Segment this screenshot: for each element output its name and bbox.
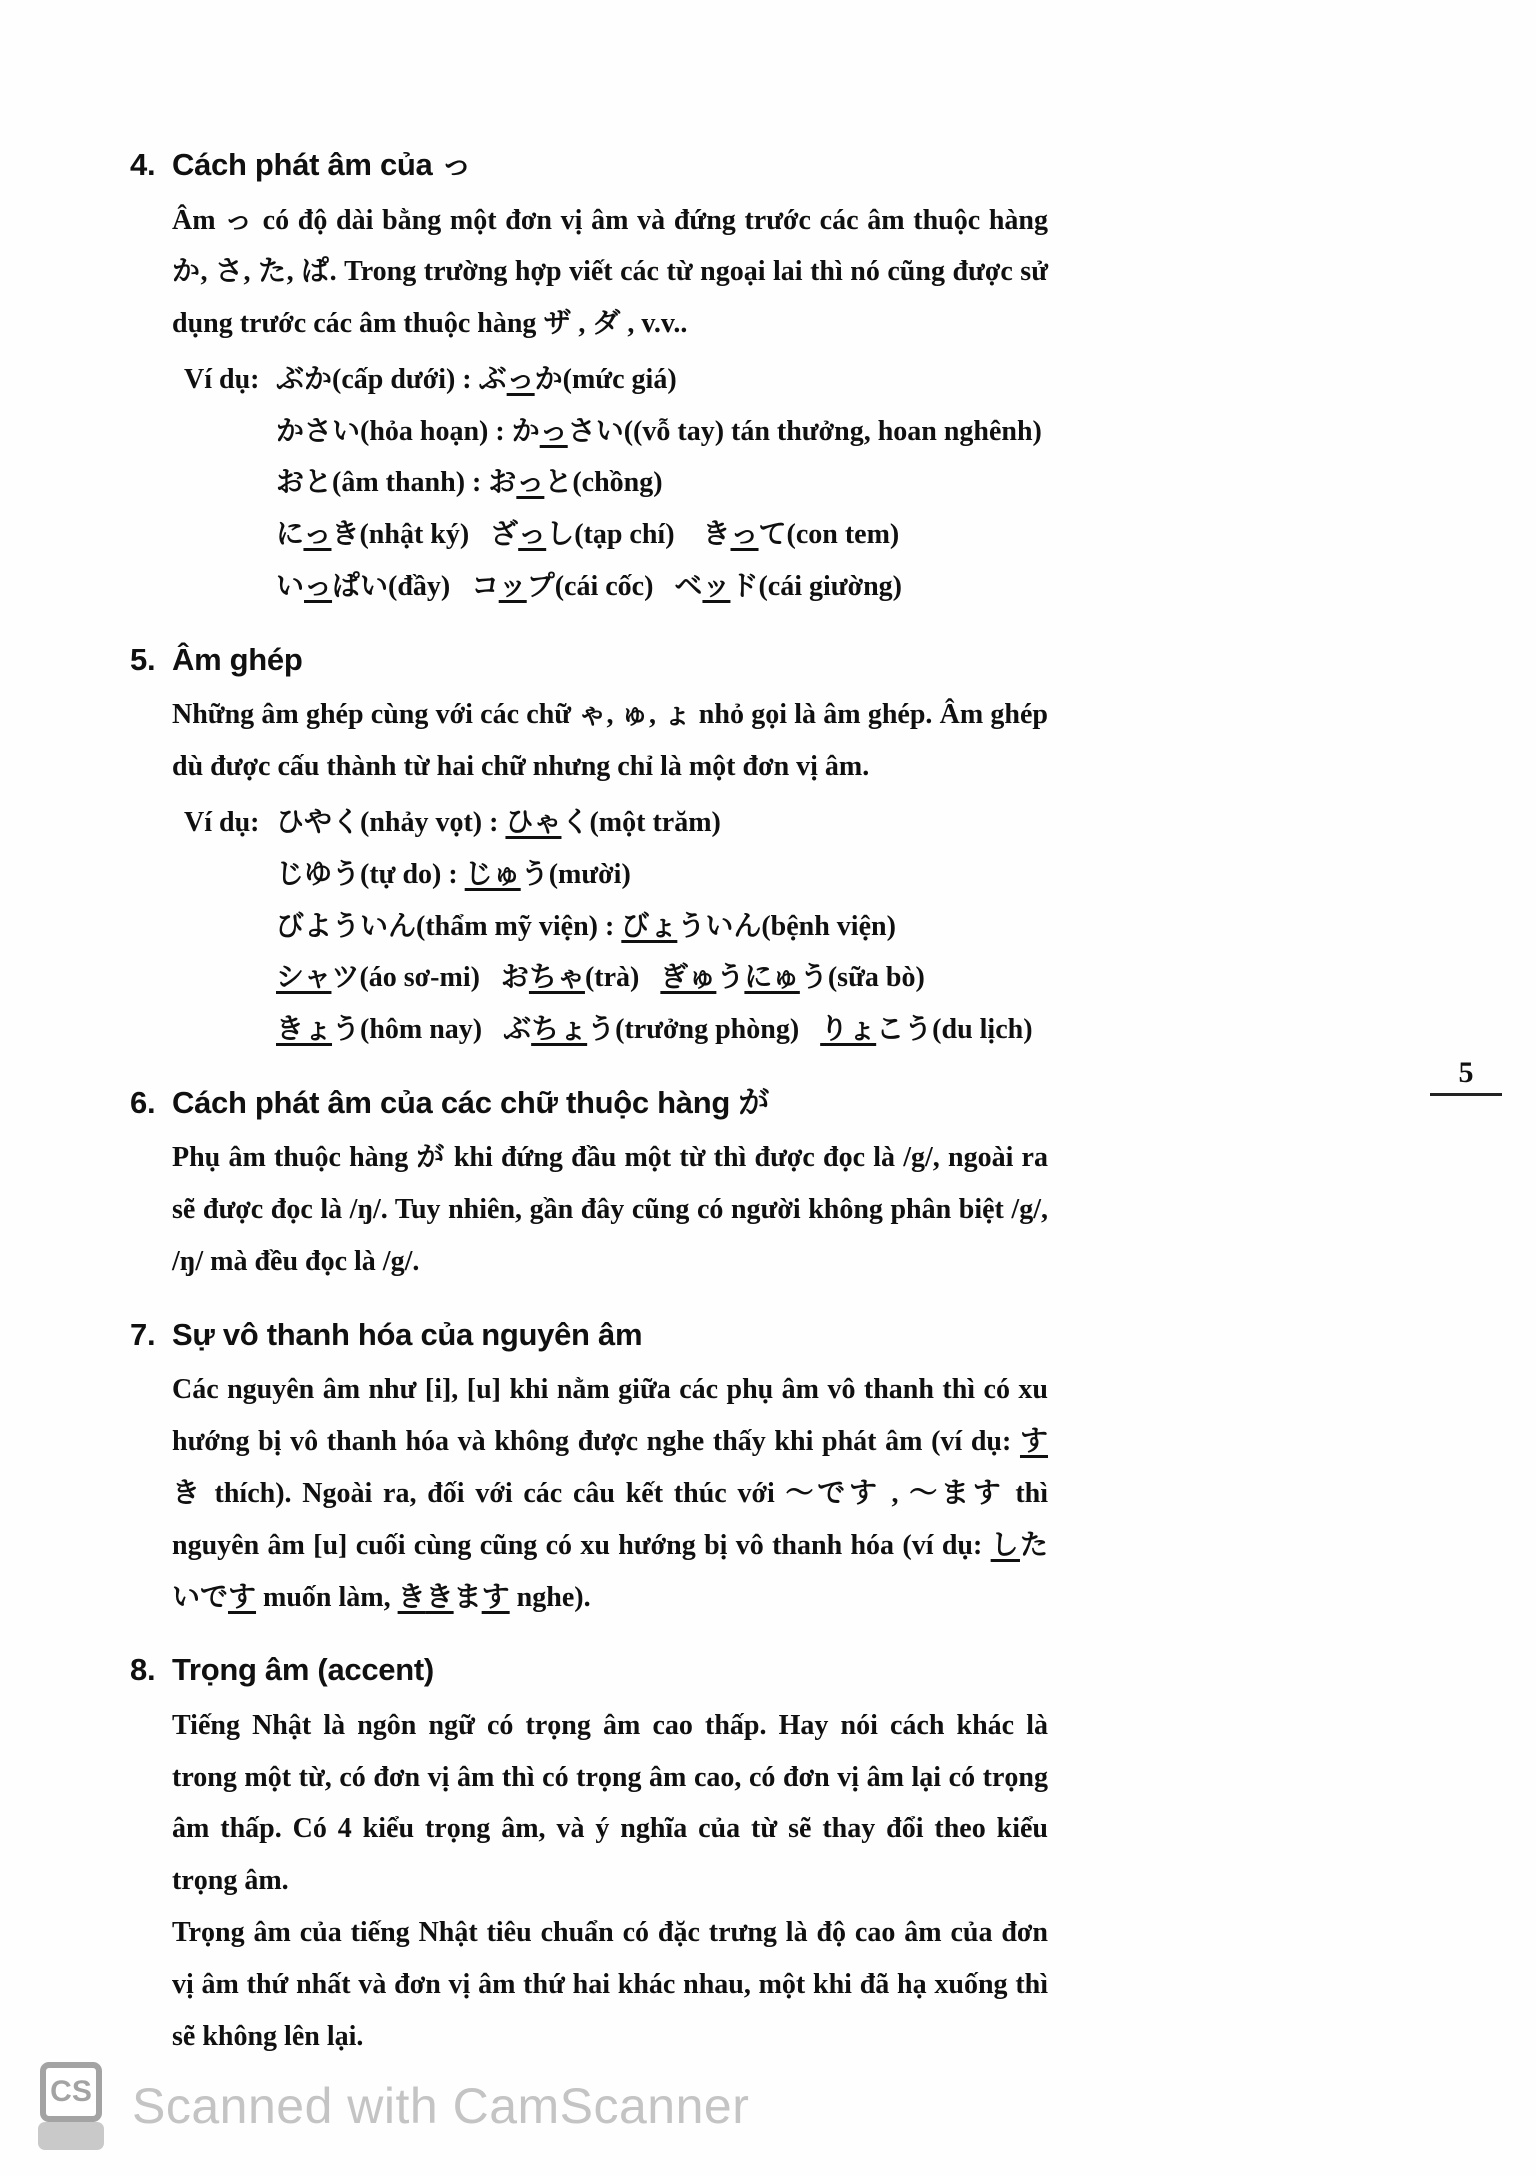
section-number: 6. — [130, 1084, 156, 1120]
example-line: にっき(nhật ký) ざっし(tạp chí) きって(con tem) — [276, 519, 900, 551]
example-line: おと(âm thanh) : おっと(chồng) — [276, 467, 663, 499]
camscanner-watermark — [38, 2062, 749, 2150]
section-5 — [130, 637, 1048, 1056]
section-title: Trọng âm (accent) — [172, 1652, 434, 1688]
section-number: 8. — [130, 1652, 156, 1688]
example-line: いっぱい(đầy) コップ(cái cốc) ベッド(cái giường) — [276, 571, 902, 603]
section-title: Sự vô thanh hóa của nguyên âm — [172, 1316, 643, 1352]
section-6-paragraph: Phụ âm thuộc hàng が khi đứng đầu một từ thì được đọc là /g/, ngoài ra sẽ được đọc là /ŋ/. Tuy nhiên, gần đây cũng có người không phân biệt /g/, /ŋ/ mà đều đọc là /g/. — [172, 1142, 1048, 1278]
camscanner-text: Scanned with CamScanner — [132, 2078, 750, 2134]
example-line: ぶか(cấp dưới) : ぶっか(mức giá) — [276, 363, 677, 395]
section-5-examples — [184, 797, 1048, 1056]
example-line: きょう(hôm nay) ぶちょう(trưởng phòng) りょこう(du lịch) — [276, 1014, 1033, 1046]
page-content — [130, 142, 1048, 2062]
section-5-heading — [130, 637, 1048, 684]
section-7 — [130, 1312, 1048, 1623]
section-title: Cách phát âm của っ — [172, 147, 472, 182]
section-number: 7. — [130, 1316, 156, 1352]
section-8 — [130, 1647, 1048, 2062]
section-title: Âm ghép — [172, 641, 303, 677]
section-8-paragraph-1: Tiếng Nhật là ngôn ngữ có trọng âm cao thấp. Hay nói cách khác là trong một từ, có đơn vị âm thì có trọng âm cao, có đơn vị âm lại có trọng âm thấp. Có 4 kiểu trọng âm, và ý nghĩa của từ sẽ thay đổi theo kiểu trọng âm. — [172, 1709, 1048, 1897]
section-4-heading — [130, 142, 1048, 189]
page-number: 5 — [1430, 1056, 1502, 1096]
section-8-paragraph-2: Trọng âm của tiếng Nhật tiêu chuẩn có đặc trưng là độ cao âm của đơn vị âm thứ nhất và đơn vị âm thứ hai khác nhau, một khi đã hạ xuống thì sẽ không lên lại. — [172, 1917, 1048, 2052]
section-6-heading — [130, 1080, 1048, 1127]
example-line: ひやく(nhảy vọt) : ひゃく(một trăm) — [276, 806, 721, 838]
section-4 — [130, 142, 1048, 613]
section-6 — [130, 1080, 1048, 1288]
example-label: Ví dụ: — [184, 363, 260, 395]
example-line: かさい(hỏa hoạn) : かっさい((vỗ tay) tán thưởng, hoan nghênh) — [276, 415, 1042, 447]
example-line: びよういん(thẩm mỹ viện) : びょういん(bệnh viện) — [276, 910, 896, 942]
section-4-examples — [184, 354, 1048, 613]
section-4-paragraph: Âm っ có độ dài bằng một đơn vị âm và đứng trước các âm thuộc hàng か, さ, た, ぱ. Trong trường hợp viết các từ ngoại lai thì nó cũng được sử dụng trước các âm thuộc hàng ザ , ダ , v.v.. — [172, 204, 1048, 340]
section-7-paragraph: Các nguyên âm như [i], [u] khi nằm giữa các phụ âm vô thanh thì có xu hướng bị vô thanh hóa và không được nghe thấy khi phát âm (ví dụ: すき thích). Ngoài ra, đối với các câu kết thúc với ～です , ～ます thì nguyên âm [u] cuối cùng cũng có xu hướng bị vô thanh hóa (ví dụ: したいです muốn làm, ききます nghe). — [172, 1374, 1048, 1613]
example-line: シャツ(áo sơ-mi) おちゃ(trà) ぎゅうにゅう(sữa bò) — [276, 962, 925, 994]
section-5-paragraph: Những âm ghép cùng với các chữ ゃ, ゅ, ょ nhỏ gọi là âm ghép. Âm ghép dù được cấu thành từ hai chữ nhưng chỉ là một đơn vị âm. — [172, 699, 1048, 783]
section-number: 4. — [130, 147, 156, 182]
example-line: じゆう(tự do) : じゅう(mười) — [276, 858, 631, 890]
section-8-heading — [130, 1647, 1048, 1694]
example-label: Ví dụ: — [184, 806, 260, 838]
section-title: Cách phát âm của các chữ thuộc hàng が — [172, 1084, 770, 1120]
section-number: 5. — [130, 641, 156, 677]
camscanner-icon: CS — [38, 2062, 104, 2150]
section-7-heading — [130, 1312, 1048, 1359]
